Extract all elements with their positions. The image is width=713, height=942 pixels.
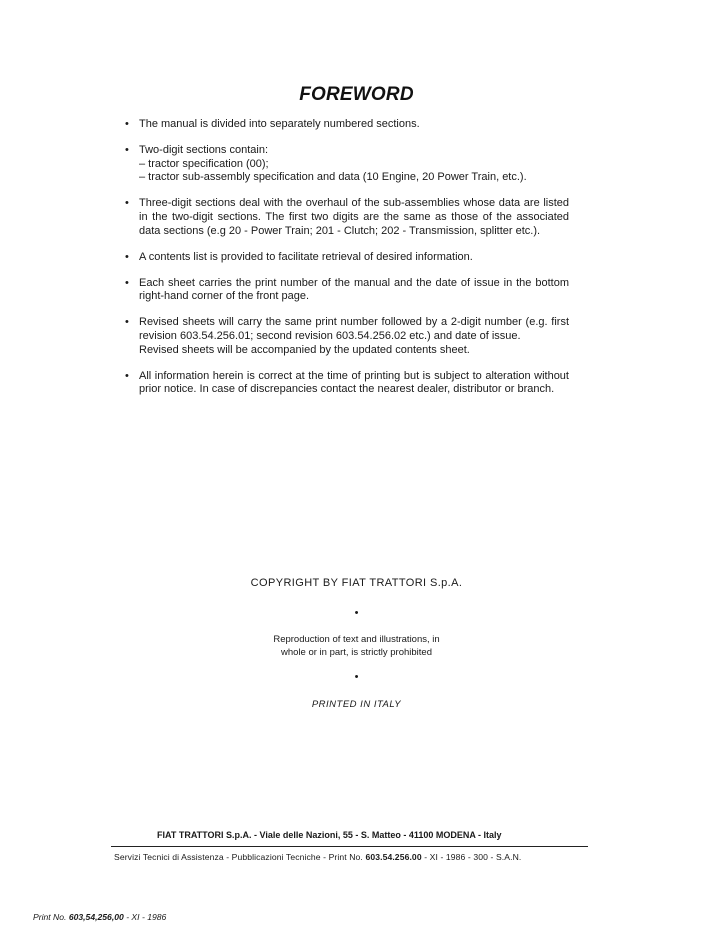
company-address: FIAT TRATTORI S.p.A. - Viale delle Nazioni, 55 - S. Matteo - 41100 MODENA - Italy <box>157 830 502 840</box>
bullet-icon: • <box>125 118 129 130</box>
bullet-icon: • <box>125 250 129 263</box>
bullet-icon: • <box>125 369 129 382</box>
list-item <box>121 197 569 238</box>
page-title: FOREWORD <box>299 84 414 105</box>
foreword-list <box>121 118 569 409</box>
bullet-icon: • <box>125 276 129 289</box>
copyright-notice: COPYRIGHT BY FIAT TRATTORI S.p.A. <box>250 577 463 589</box>
paragraph-line: Revised sheets will be accompanied by the updated contents sheet. <box>139 343 470 356</box>
separator-dot: • <box>354 607 359 619</box>
bullet-icon: • <box>125 144 129 157</box>
paragraph-line: The manual is divided into separately numbered sections. <box>139 118 420 130</box>
printed-in-italy: PRINTED IN ITALY <box>311 699 402 710</box>
paragraph-line: Three-digit sections deal with the overhaul of the sub-assemblies whose data are listed in the two-digit sections. The first two digits are the same as those of the associated data sections (e.g 20 - Power Train; 201 - Clutch; 202 - Transmission, splitter etc.). <box>139 197 569 237</box>
reproduction-notice <box>0 633 713 659</box>
reproduction-line: Reproduction of text and illustrations, in <box>273 634 440 645</box>
list-item <box>121 118 569 132</box>
paragraph-line: – tractor specification (00); <box>139 157 269 170</box>
paragraph-line: – tractor sub-assembly specification and data (10 Engine, 20 Power Train, etc.). <box>139 171 527 184</box>
paragraph-line: Revised sheets will carry the same print number followed by a 2-digit number (e.g. first revision 603.54.256.01; second revision 603.54.256.02 etc.) and date of issue. <box>139 316 569 343</box>
paragraph-line: A contents list is provided to facilitate retrieval of desired information. <box>139 250 473 263</box>
print-number: 603,54,256,00 <box>68 912 124 922</box>
list-item <box>121 144 569 185</box>
print-date: - XI - 1986 <box>126 912 167 922</box>
list-item <box>121 370 569 397</box>
paragraph-line: All information herein is correct at the time of printing but is subject to alteration without prior notice. In case of discrepancies contact the nearest dealer, distributor or branch. <box>139 369 569 396</box>
separator-dot: • <box>354 671 359 683</box>
list-item <box>121 316 569 357</box>
publication-prefix: Servizi Tecnici di Assistenza - Pubblicazioni Tecniche - Print No. <box>114 852 363 862</box>
publication-info <box>114 852 521 862</box>
publication-number: 603.54.256.00 <box>365 852 422 862</box>
print-reference <box>33 912 166 922</box>
print-label: Print No. <box>33 912 67 922</box>
paragraph-line: Two-digit sections contain: <box>139 144 269 157</box>
bullet-icon: • <box>125 316 129 329</box>
footer-divider <box>111 846 588 847</box>
publication-suffix: - XI - 1986 - 300 - S.A.N. <box>424 852 522 862</box>
paragraph-line: Each sheet carries the print number of the manual and the date of issue in the bottom right-hand corner of the front page. <box>139 276 569 303</box>
list-item <box>121 277 569 304</box>
list-item <box>121 251 569 265</box>
bullet-icon: • <box>125 197 129 210</box>
reproduction-line: whole or in part, is strictly prohibited <box>280 647 432 658</box>
